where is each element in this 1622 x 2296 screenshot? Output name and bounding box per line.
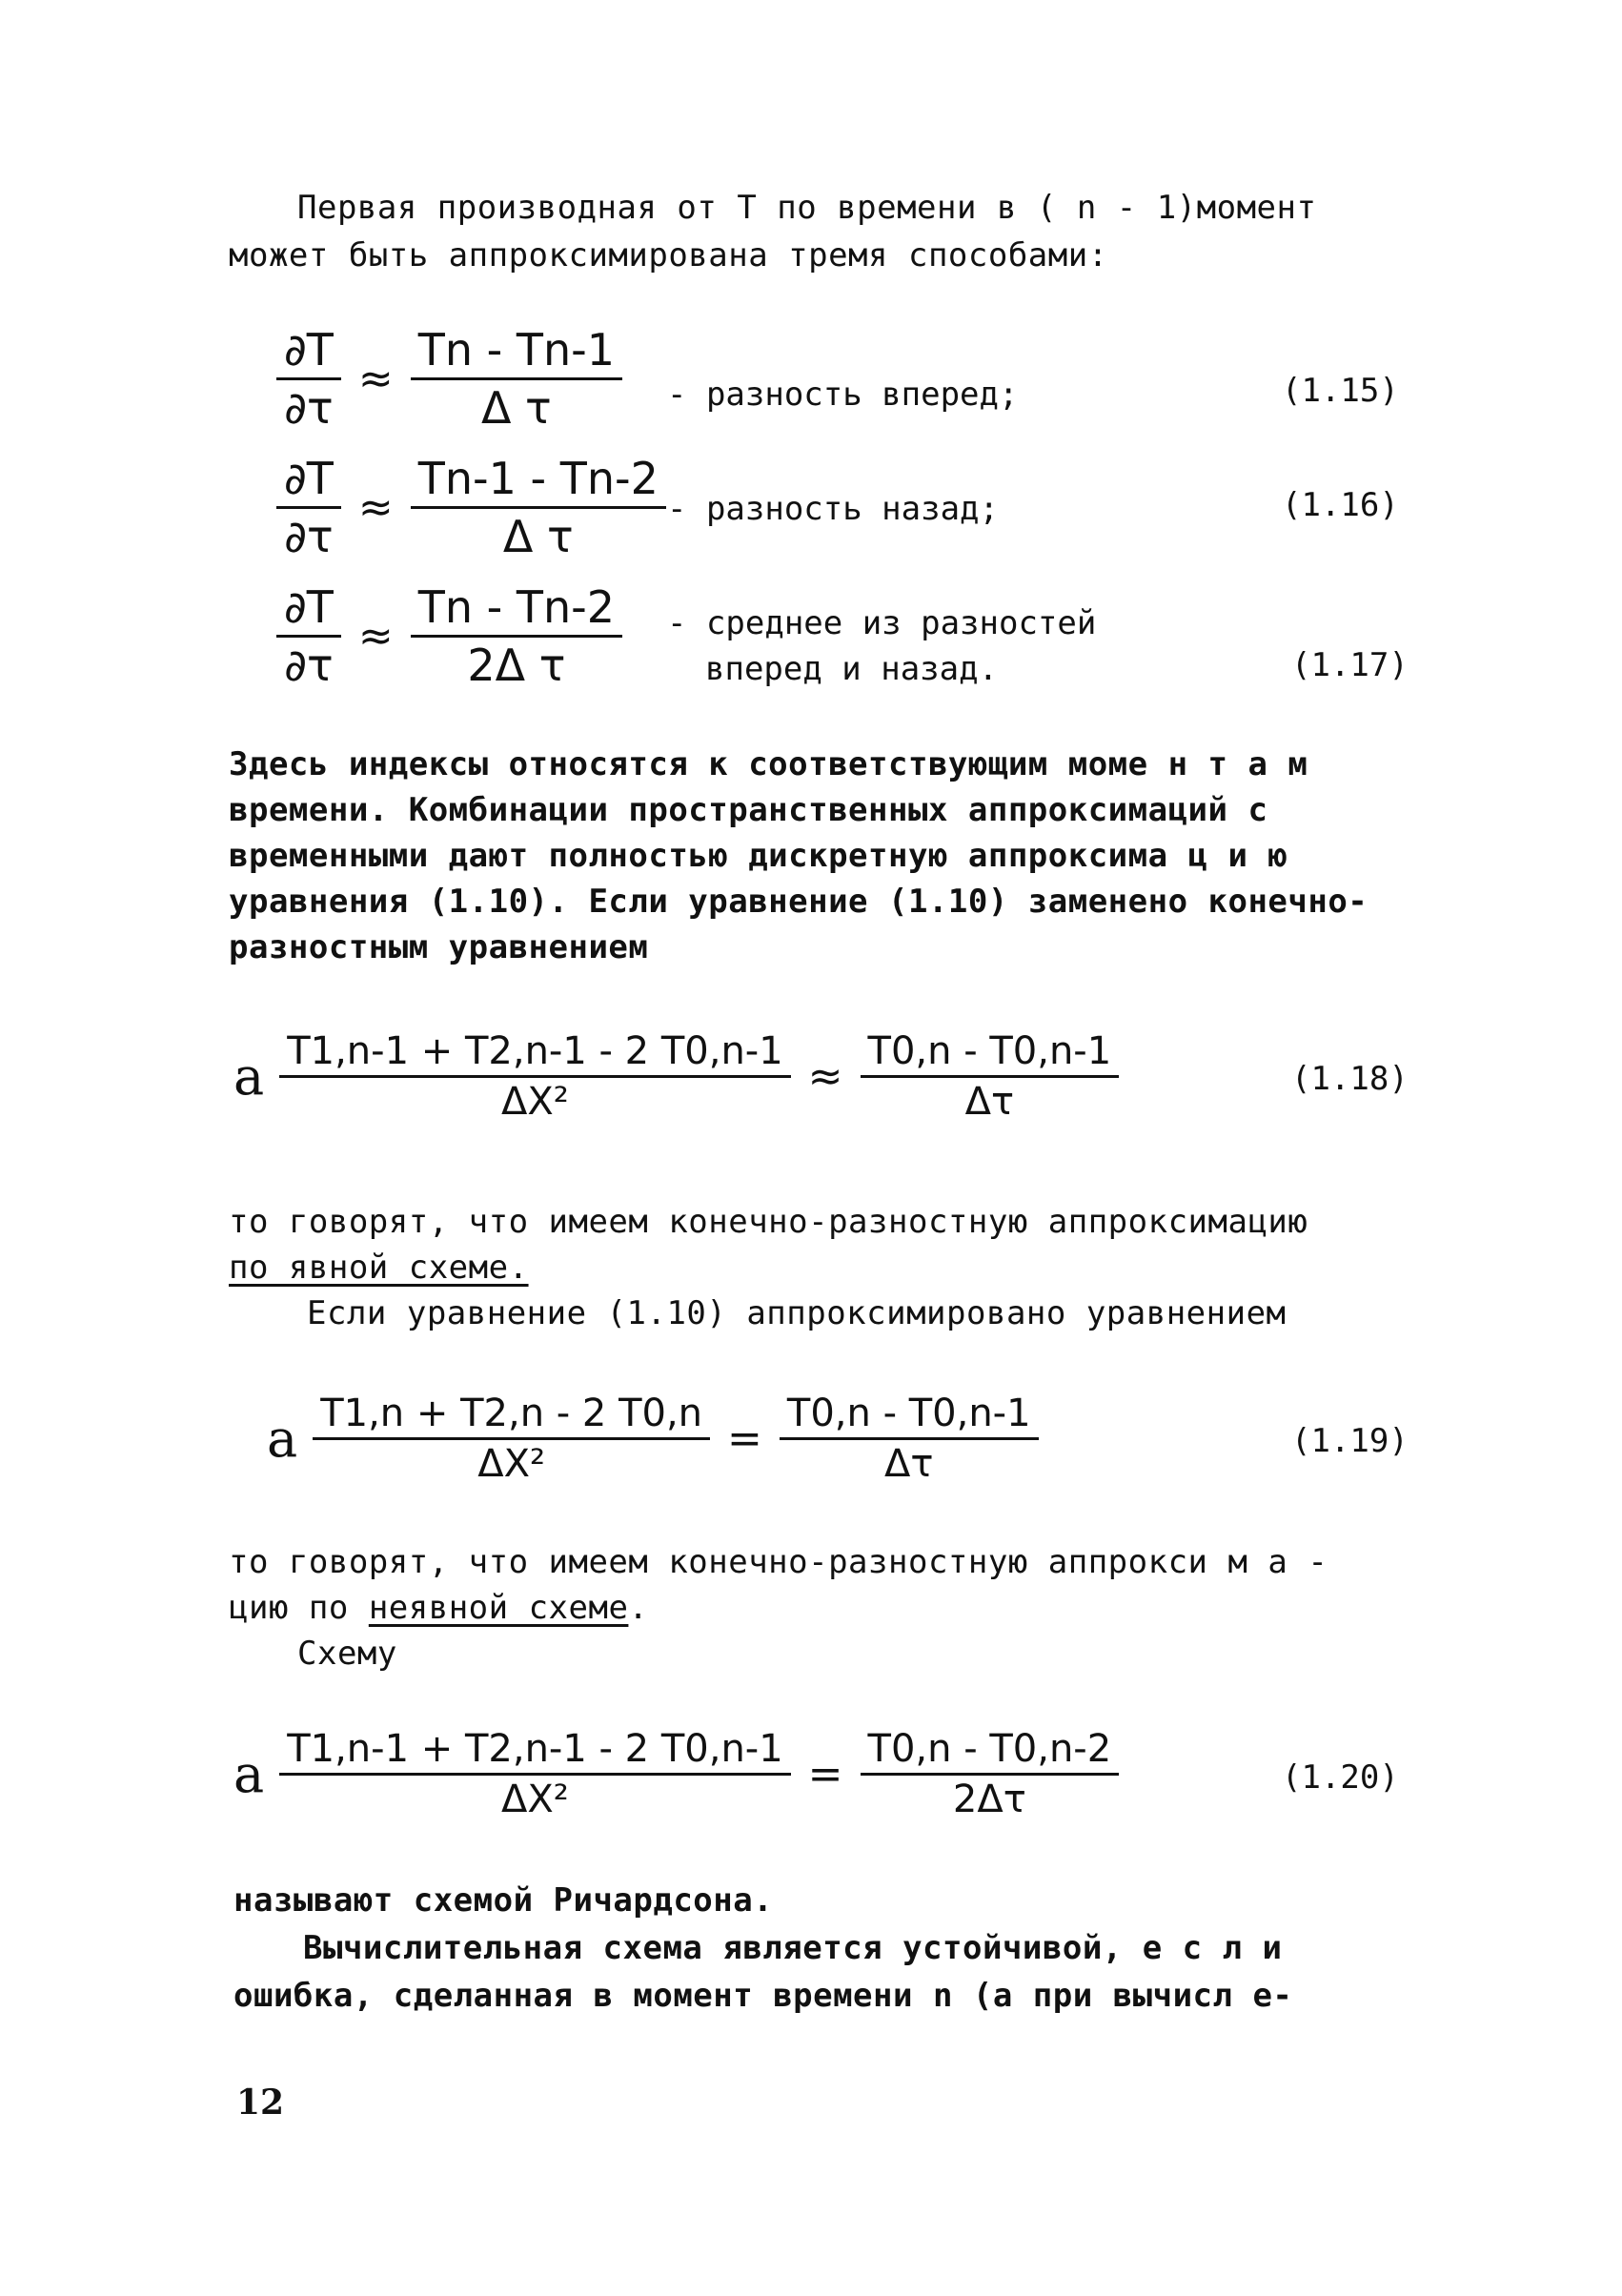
- formula-1-17: [276, 581, 622, 691]
- para4-line-1: называют схемой Ричардсона.: [233, 1881, 774, 1920]
- rhs-fraction: $\frac{Tn - Tn-2}{\text{2Δ τ}}$: [411, 581, 622, 691]
- eq-number-1-19: (1.19): [1291, 1422, 1409, 1460]
- approx-sign: ≈: [357, 483, 394, 532]
- explicit-scheme-term: по явной схеме.: [229, 1249, 529, 1287]
- lhs-fraction: $\frac{T1,n-1 + T2,n-1 - 2 T0,n-1}{\text{ΔX²}}$: [279, 1029, 790, 1124]
- para3-line-1: то говорят, что имеем конечно-разностную аппрокси м а -: [229, 1543, 1328, 1581]
- implicit-scheme-term: неявной схеме: [368, 1589, 629, 1627]
- eq-number-1-16: (1.16): [1282, 486, 1399, 524]
- lhs-fraction: $\frac{T1,n + T2,n - 2 T0,n}{\text{ΔX²}}$: [313, 1392, 710, 1486]
- page-number: 12: [236, 2083, 285, 2123]
- coefficient-a: a: [233, 1744, 265, 1804]
- formula-1-18: [233, 1029, 1119, 1124]
- para1-line-4: уравнения (1.10). Если уравнение (1.10) заменено конечно-: [229, 883, 1369, 921]
- approx-sign: ≈: [357, 612, 394, 660]
- formula-1-17-desc-2: вперед и назад.: [705, 650, 999, 688]
- formula-1-15-desc: - разность вперед;: [667, 376, 1019, 414]
- rhs-fraction: $\frac{Tn - Tn-1}{\text{Δ τ}}$: [411, 324, 622, 434]
- para4-line-3: ошибка, сделанная в момент времени n (а при вычисл е-: [233, 1977, 1293, 2015]
- formula-1-19: [267, 1392, 1039, 1486]
- para3-line-3: Схему: [297, 1635, 397, 1673]
- para2-line-1: то говорят, что имеем конечно-разностную аппроксимацию: [229, 1203, 1308, 1241]
- formula-1-16-desc: - разность назад;: [667, 490, 999, 528]
- para3-line-2: цию по неявной схеме.: [229, 1589, 649, 1627]
- para1-line-1: Здесь индексы относятся к соответствующим моме н т а м: [229, 745, 1308, 783]
- para1-line-5: разностным уравнением: [229, 928, 649, 966]
- intro-line-2: может быть аппроксимирована тремя способами:: [229, 236, 1108, 274]
- lhs-fraction: $\frac{\partial T}{\partial\tau}$: [276, 324, 341, 434]
- rhs-fraction: $\frac{T0,n - T0,n-2}{2\Delta\tau}$: [861, 1727, 1120, 1821]
- eq-number-1-17: (1.17): [1291, 646, 1409, 684]
- formula-1-15: [276, 324, 622, 434]
- formula-1-17-desc-1: - среднее из разностей: [667, 604, 1097, 642]
- lhs-fraction: $\frac{\partial T}{\partial\tau}$: [276, 453, 341, 562]
- lhs-fraction: $\frac{T1,n-1 + T2,n-1 - 2 T0,n-1}{\text{ΔX²}}$: [279, 1727, 790, 1821]
- rhs-fraction: $\frac{Tn-1 - Tn-2}{\text{Δ τ}}$: [411, 453, 666, 562]
- rhs-fraction: $\frac{T0,n - T0,n-1}{\Delta\tau}$: [861, 1029, 1120, 1124]
- approx-sign: ≈: [807, 1052, 843, 1101]
- equals-sign: =: [727, 1414, 762, 1463]
- eq-number-1-15: (1.15): [1282, 372, 1399, 410]
- formula-1-16: [276, 453, 666, 562]
- rhs-fraction: $\frac{T0,n - T0,n-1}{\Delta\tau}$: [780, 1392, 1039, 1486]
- para2-line-3: Если уравнение (1.10) аппроксимировано уравнением: [307, 1294, 1287, 1332]
- para1-line-2: времени. Комбинации пространственных аппроксимаций с: [229, 791, 1268, 829]
- lhs-fraction: $\frac{\partial T}{\partial\tau}$: [276, 581, 341, 691]
- para1-line-3: временными дают полностью дискретную аппроксима ц и ю: [229, 837, 1288, 875]
- eq-number-1-18: (1.18): [1291, 1060, 1409, 1098]
- coefficient-a: a: [233, 1046, 265, 1107]
- approx-sign: ≈: [357, 355, 394, 403]
- equals-sign: =: [807, 1750, 843, 1798]
- para4-line-2: Вычислительная схема является устойчивой, е с л и: [303, 1929, 1283, 1967]
- intro-line-1: Первая производная от Т по времени в ( n - 1)момент: [297, 189, 1317, 227]
- eq-number-1-20: (1.20): [1282, 1758, 1399, 1797]
- formula-1-20: [233, 1727, 1119, 1821]
- coefficient-a: a: [267, 1409, 298, 1469]
